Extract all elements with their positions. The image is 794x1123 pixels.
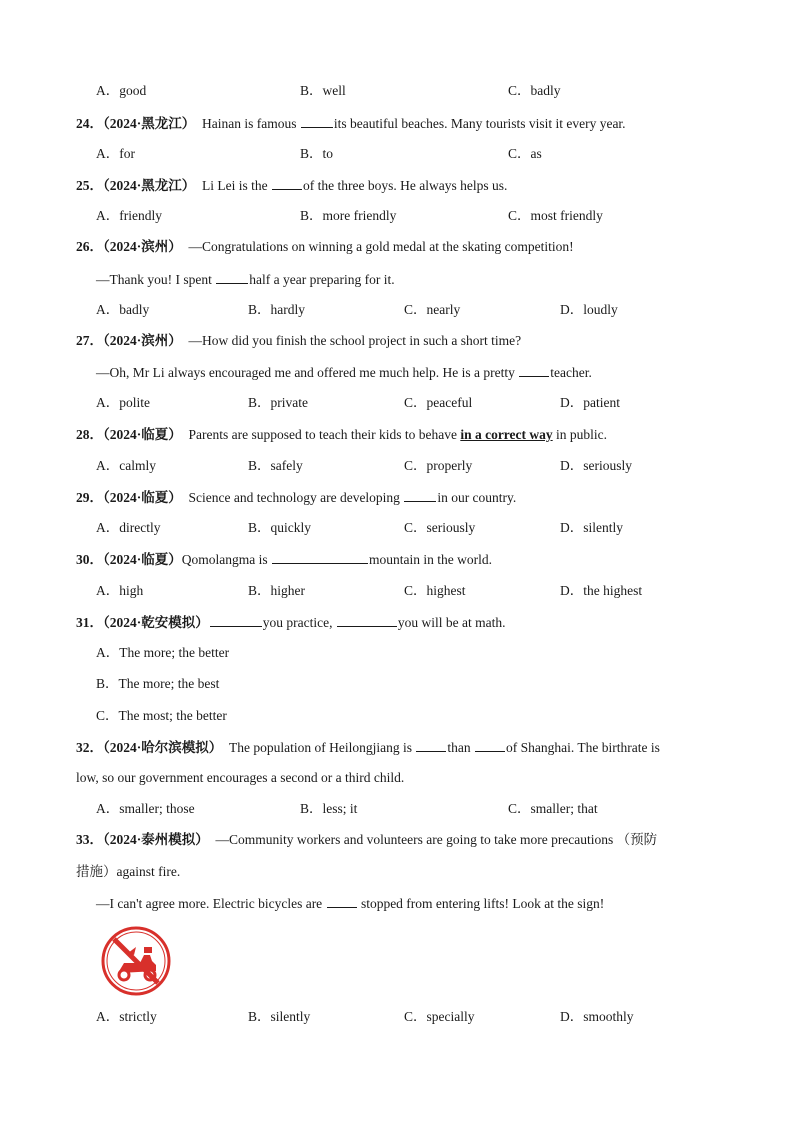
q32-stem-line2: low, so our government encourages a second or a third child.	[76, 770, 405, 785]
q31-option-b-line	[0, 674, 794, 694]
question-number: 28．	[76, 427, 103, 442]
q27-option-b: B．private	[248, 395, 308, 410]
question-source: （2024·哈尔滨模拟）	[103, 740, 223, 755]
question-source: （2024·滨州）	[103, 333, 182, 348]
answer-blank	[210, 612, 262, 627]
answer-blank	[216, 269, 248, 284]
question-number: 32．	[76, 740, 103, 755]
q27-option-a: A．polite	[96, 395, 150, 410]
q30-options	[0, 581, 794, 601]
q33-dialogue: —I can't agree more. Electric bicycles are stopped from entering lifts! Look at the sign!	[0, 893, 794, 913]
q24-option-b: B．to	[300, 146, 334, 161]
q29-stem: 29．（2024·临夏） Science and technology are developing in our country.	[0, 487, 794, 507]
q27-dialogue: —Oh, Mr Li always encouraged me and offered me much help. He is a pretty teacher.	[0, 362, 794, 382]
q25-stem: 25．（2024·黑龙江） Li Lei is the of the three boys. He always helps us.	[0, 175, 794, 195]
q29-option-c: C．seriously	[404, 520, 476, 535]
q26-option-d: D．loudly	[560, 302, 618, 317]
answer-blank	[519, 362, 549, 377]
q27-option-c: C．peaceful	[404, 395, 473, 410]
q27-options	[0, 393, 794, 413]
q23-option-c: C．badly	[508, 83, 561, 98]
question-number: 30．	[76, 552, 103, 567]
q26-dialogue: —Thank you! I spent half a year preparing for it.	[0, 269, 794, 289]
q32-option-a: A．smaller; those	[96, 801, 195, 816]
q31-stem: 31．（2024·乾安模拟） you practice, you will be at math.	[0, 612, 794, 632]
question-number: 27．	[76, 333, 103, 348]
q26-option-c: C．nearly	[404, 302, 461, 317]
q28-stem: 28．（2024·临夏） Parents are supposed to teach their kids to behave in a correct way in public.	[76, 427, 608, 442]
question-number: 29．	[76, 490, 103, 505]
q30-option-d: D．the highest	[560, 583, 643, 598]
q33-option-a: A．strictly	[96, 1009, 157, 1024]
question-number: 31．	[76, 615, 103, 630]
q30-option-b: B．higher	[248, 583, 305, 598]
q28-option-d: D．seriously	[560, 458, 632, 473]
q32-options	[0, 799, 794, 819]
q23-options	[0, 81, 794, 101]
q29-option-a: A．directly	[96, 520, 161, 535]
answer-blank	[404, 487, 436, 502]
q32-option-b: B．less; it	[300, 801, 358, 816]
question-source: （2024·泰州模拟）	[103, 832, 209, 847]
q31-option-a: A．The more; the better	[96, 645, 230, 660]
question-source: （2024·临夏）	[103, 490, 182, 505]
q23-option-b: B．well	[300, 83, 346, 98]
q26-option-a: A．badly	[96, 302, 150, 317]
q29-option-b: B．quickly	[248, 520, 311, 535]
q28-options	[0, 456, 794, 476]
question-number: 26．	[76, 239, 103, 254]
answer-blank	[272, 549, 368, 564]
q26-option-b: B．hardly	[248, 302, 305, 317]
q24-stem: 24．（2024·黑龙江） Hainan is famous its beautiful beaches. Many tourists visit it every year.	[0, 113, 794, 133]
q33-option-d: D．smoothly	[560, 1009, 634, 1024]
q33-option-b: B．silently	[248, 1009, 311, 1024]
q23-option-a: A．good	[96, 83, 147, 98]
q29-option-d: D．silently	[560, 520, 623, 535]
q26-stem: 26．（2024·滨州） —Congratulations on winning a gold medal at the skating competition!	[76, 239, 574, 254]
q25-option-a: A．friendly	[96, 208, 162, 223]
q31-option-c: C．The most; the better	[96, 708, 227, 723]
q31-option-a-line	[0, 643, 794, 663]
question-source: （2024·临夏）	[103, 427, 182, 442]
q28-option-c: C．properly	[404, 458, 473, 473]
answer-blank	[416, 737, 446, 752]
q30-stem: 30．（2024·临夏）Qomolangma is mountain in the world.	[0, 549, 794, 569]
q27-option-d: D．patient	[560, 395, 620, 410]
q24-option-a: A．for	[96, 146, 135, 161]
q33-stem-line2: 措施）against fire.	[76, 864, 181, 879]
question-number: 33．	[76, 832, 103, 847]
answer-blank	[337, 612, 397, 627]
question-source: （2024·黑龙江）	[103, 116, 196, 131]
question-source: （2024·滨州）	[103, 239, 182, 254]
q33-stem: 33．（2024·泰州模拟） —Community workers and volunteers are going to take more precautions （预防	[76, 832, 658, 847]
q24-option-c: C．as	[508, 146, 542, 161]
q31-option-b: B．The more; the best	[96, 676, 220, 691]
q30-option-c: C．highest	[404, 583, 466, 598]
q29-options	[0, 518, 794, 538]
q31-option-c-line	[0, 706, 794, 726]
question-number: 25．	[76, 178, 103, 193]
q28-option-a: A．calmly	[96, 458, 156, 473]
no-electric-bicycle-sign-icon	[100, 925, 172, 997]
q32-stem: 32．（2024·哈尔滨模拟） The population of Heilongjiang is than of Shanghai. The birthrate is	[0, 737, 794, 757]
q30-option-a: A．high	[96, 583, 144, 598]
question-source: （2024·乾安模拟）	[103, 615, 209, 630]
q25-option-b: B．more friendly	[300, 208, 397, 223]
q33-option-c: C．specially	[404, 1009, 475, 1024]
q28-option-b: B．safely	[248, 458, 303, 473]
q25-options	[0, 206, 794, 226]
question-number: 24．	[76, 116, 103, 131]
q26-options	[0, 300, 794, 320]
q27-stem: 27．（2024·滨州） —How did you finish the school project in such a short time?	[76, 333, 522, 348]
answer-blank	[301, 113, 333, 128]
question-source: （2024·黑龙江）	[103, 178, 196, 193]
question-source: （2024·临夏）	[103, 552, 182, 567]
answer-blank	[272, 175, 302, 190]
q33-options	[0, 1007, 794, 1027]
answer-blank	[327, 893, 357, 908]
answer-blank	[475, 737, 505, 752]
q32-option-c: C．smaller; that	[508, 801, 598, 816]
q25-option-c: C．most friendly	[508, 208, 603, 223]
underlined-phrase: in a correct way	[460, 427, 553, 442]
q24-options	[0, 144, 794, 164]
